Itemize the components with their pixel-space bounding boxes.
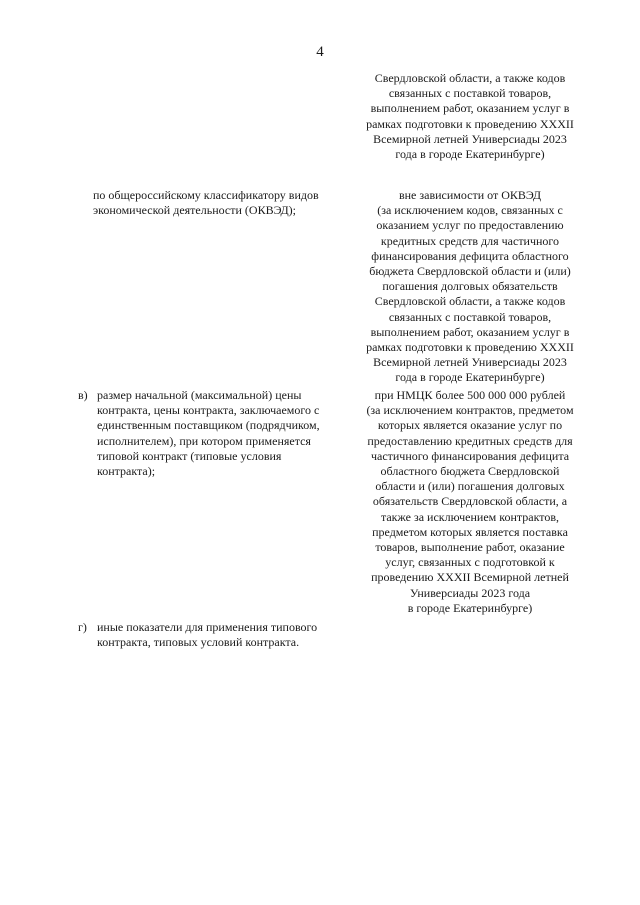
price-criterion-label: размер начальной (максимальной) цены контракта, цены контракта, заключаемого с единственным поставщиком (подрядчиком, исполнителем), при котором применяется типовой контракт (типовые условия контракта); [97, 388, 320, 479]
okved-criterion-value: вне зависимости от ОКВЭД (за исключением кодов, связанных с оказанием услуг по предоставлению кредитных средств для частичного финансирования дефицита областного бюджета Свердловской области и (или) погашения долговых обязательств Свердловской области, а также кодов связанных с поставкой товаров, выполнением работ, оказанием услуг в рамках подготовки к проведению XXXII Всемирной летней Универсиады 2023 года в городе Екатеринбурге) [366, 188, 574, 385]
page-number: 4 [316, 44, 324, 60]
continuation-text: Свердловской области, а также кодов связанных с поставкой товаров, выполнением работ, оказанием услуг в рамках подготовки к проведению XXXII Всемирной летней Универсиады 2023 года в городе Екатеринбурге) [366, 71, 574, 162]
price-criterion-value: при НМЦК более 500 000 000 рублей (за исключением контрактов, предметом которых является оказание услуг по предоставлению кредитных средств для частичного финансирования дефицита областного бюджета Свердловской области и (или) погашения долговых обязательств Свердловской области, а также за исключением контрактов, предметом которых является поставка товаров, выполнение работ, оказание услуг, связанных с подготовкой к проведению XXXII Всемирной летней Универсиады 2023 года в городе Екатеринбурге) [366, 388, 574, 615]
other-criteria-label: иные показатели для применения типового контракта, типовых условий контракта. [97, 620, 318, 650]
item-letter-v: в) [78, 388, 88, 402]
item-letter-g: г) [78, 620, 87, 634]
okved-criterion-label: по общероссийскому классификатору видов экономической деятельности (ОКВЭД); [93, 188, 319, 218]
